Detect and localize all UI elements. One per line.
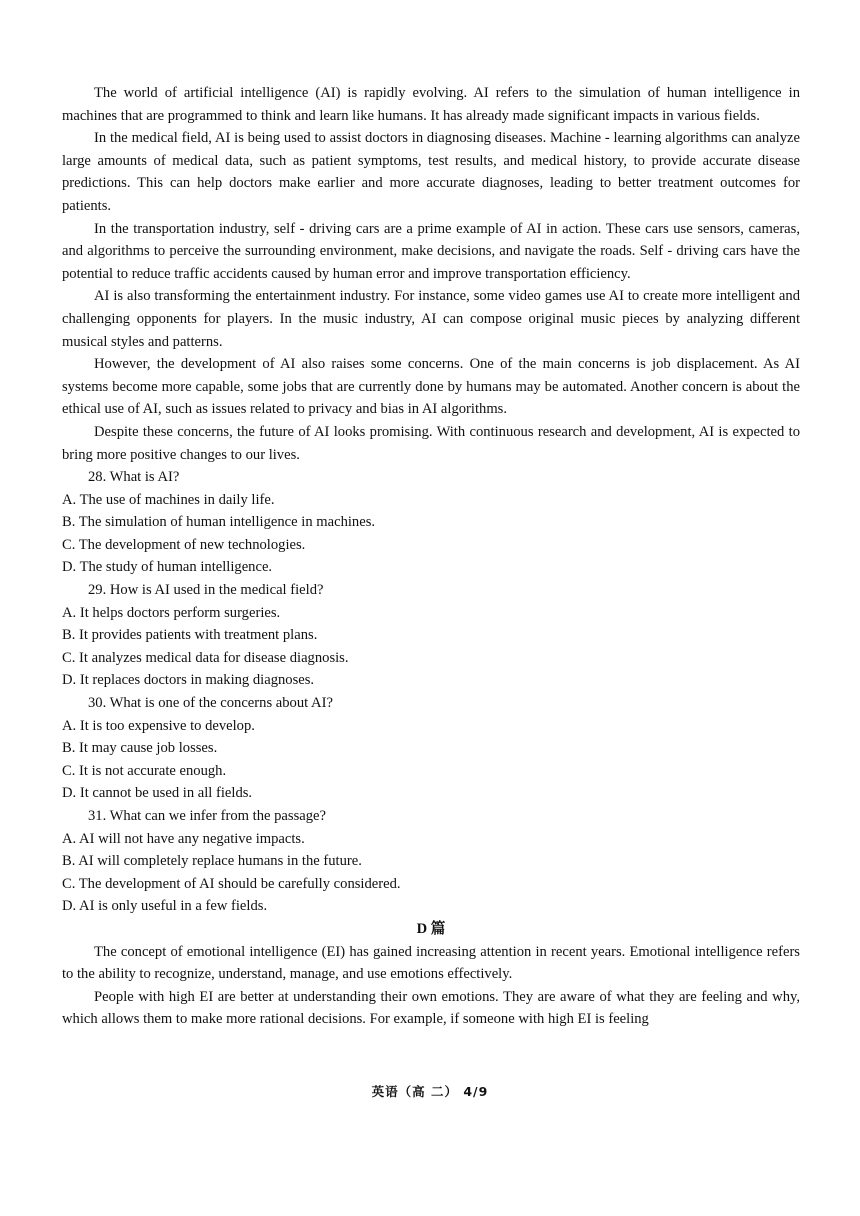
- passage-paragraph: The world of artificial intelligence (AI) is rapidly evolving. AI refers to the simulation of human intelligence in machines that are programmed to think and learn like humans. It has already made significant impacts in various fields.: [62, 85, 800, 124]
- question-stem: 31. What can we infer from the passage?: [88, 808, 326, 824]
- passage-d: [62, 918, 800, 1031]
- passage-paragraph: In the medical field, AI is being used to assist doctors in diagnosing diseases. Machine - learning algorithms can analyze large amounts of medical data, such as patient symptoms, test results, and medical history, to provide accurate disease predictions. This can help doctors make earlier and more accurate diagnoses, leading to better treatment outcomes for patients.: [62, 130, 800, 214]
- answer-option: C. It is not accurate enough.: [62, 762, 227, 779]
- passage-paragraph: However, the development of AI also raises some concerns. One of the main concerns is job displacement. As AI systems become more capable, some jobs that are currently done by humans may be automated. Another concern is about the ethical use of AI, such as issues related to privacy and bias in AI algorithms.: [62, 356, 800, 418]
- passage-paragraph: The concept of emotional intelligence (EI) has gained increasing attention in recent years. Emotional intelligence refers to the ability to recognize, understand, manage, and use emotions effectively.: [62, 943, 800, 983]
- question-29: [62, 579, 800, 692]
- answer-option: B. The simulation of human intelligence in machines.: [62, 514, 376, 531]
- answer-option: B. It provides patients with treatment plans.: [62, 627, 318, 644]
- answer-option: C. It analyzes medical data for disease diagnosis.: [62, 649, 349, 666]
- answer-option: D. It cannot be used in all fields.: [62, 785, 253, 802]
- question-stem: 29. How is AI used in the medical field?: [88, 582, 324, 599]
- question-stem: 30. What is one of the concerns about AI?: [88, 695, 333, 712]
- answer-option: A. It helps doctors perform surgeries.: [62, 604, 281, 621]
- answer-option: A. AI will not have any negative impacts.: [62, 830, 305, 847]
- answer-option: D. AI is only useful in a few fields.: [62, 898, 268, 915]
- exam-page: [62, 82, 800, 1031]
- answer-option: D. It replaces doctors in making diagnoses.: [62, 672, 315, 689]
- page-footer: 英语（高 二） 4/9: [371, 1084, 489, 1099]
- answer-option: B. It may cause job losses.: [62, 740, 218, 757]
- passage-c: [62, 82, 800, 466]
- answer-option: C. The development of new technologies.: [62, 536, 306, 553]
- section-heading: D 篇: [416, 920, 446, 937]
- passage-paragraph: AI is also transforming the entertainment industry. For instance, some video games use AI to create more intelligent and challenging opponents for players. In the music industry, AI can compose original music pieces by analyzing different musical styles and patterns.: [62, 288, 800, 350]
- question-28: [62, 466, 800, 579]
- passage-paragraph: In the transportation industry, self - driving cars are a prime example of AI in action. These cars use sensors, cameras, and algorithms to perceive the surrounding environment, make decisions, and navigate the roads. Self - driving cars have the potential to reduce traffic accidents caused by human error and improve transportation efficiency.: [62, 220, 800, 282]
- answer-option: D. The study of human intelligence.: [62, 559, 273, 576]
- answer-option: A. It is too expensive to develop.: [62, 717, 255, 734]
- passage-paragraph: People with high EI are better at understanding their own emotions. They are aware of what they are feeling and why, which allows them to make more rational decisions. For example, if someone with high EI is feeling: [62, 988, 800, 1028]
- passage-paragraph: Despite these concerns, the future of AI looks promising. With continuous research and development, AI is expected to bring more positive changes to our lives.: [62, 423, 800, 463]
- answer-option: A. The use of machines in daily life.: [62, 491, 275, 508]
- question-31: [62, 805, 800, 918]
- question-30: [62, 692, 800, 805]
- answer-option: B. AI will completely replace humans in the future.: [62, 853, 362, 870]
- question-stem: 28. What is AI?: [88, 469, 180, 486]
- answer-option: C. The development of AI should be carefully considered.: [62, 875, 401, 892]
